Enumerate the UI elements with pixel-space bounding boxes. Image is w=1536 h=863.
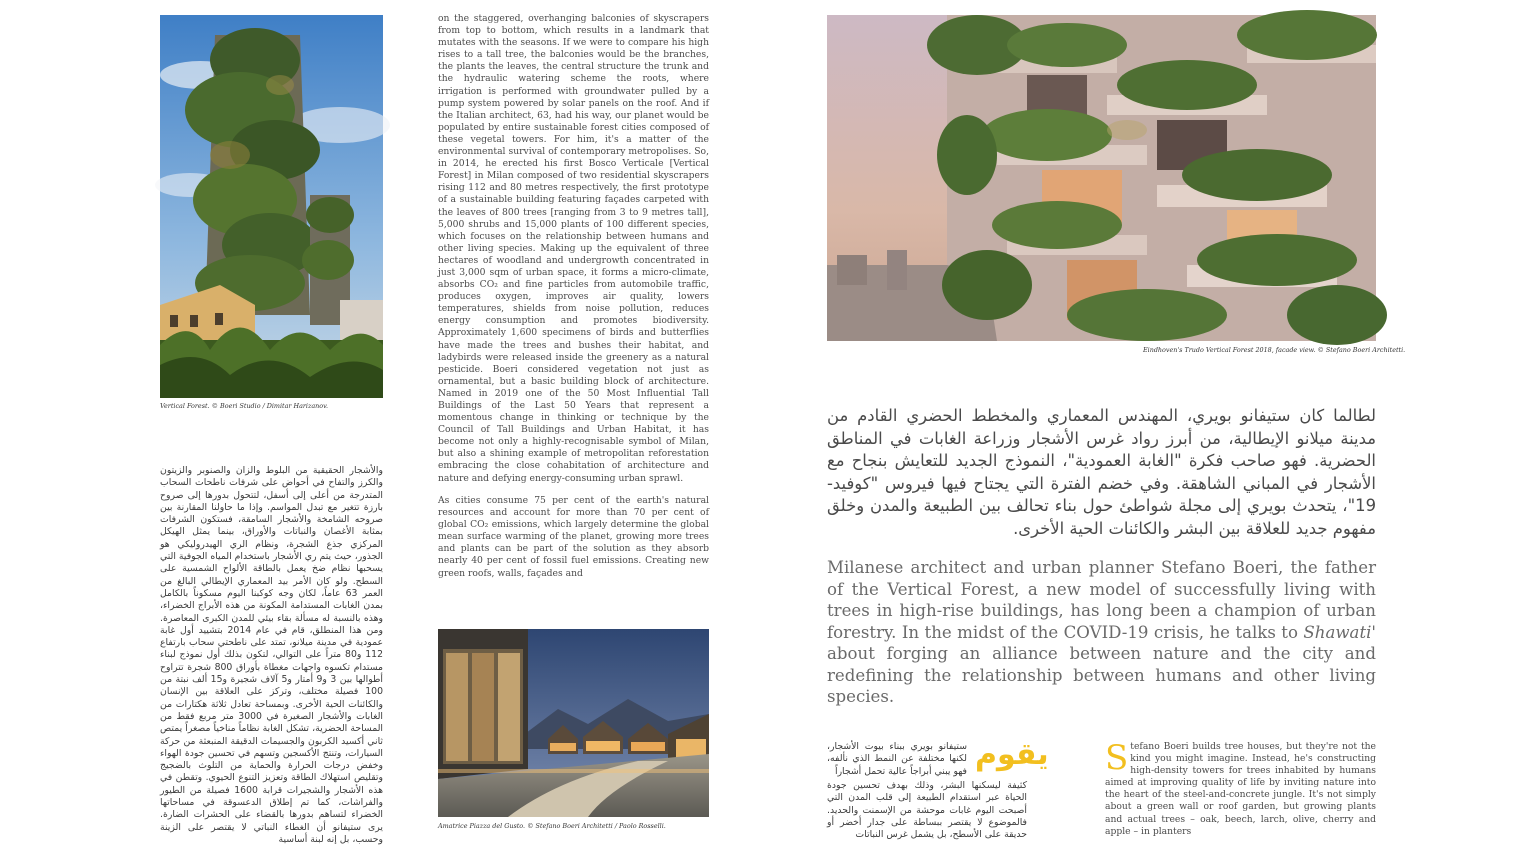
english-intro-text: tefano Boeri builds tree houses, but they're not the kind you might imagine. Instead, he's constructing high-density towers for trees inhabited by humans aimed at improving quality of life by inviting nature into the heart of the steel-and-concrete jungle. It's not simply about a green wall or roof garden, but growing plants and actual trees – oak, beech, larch, olive, cherry and apple – in planters (1105, 741, 1376, 837)
arabic-drop-word: يقوم (975, 737, 1049, 772)
english-intro-paragraph (1105, 738, 1376, 837)
vertical-forest-photo (160, 15, 383, 398)
right-photo-caption: Eindhoven's Trudo Vertical Forest 2018, facade view. © Stefano Boeri Architetti. (1143, 346, 1406, 354)
middle-photo-caption: Amatrice Piazza del Gusto. © Stefano Boeri Architetti / Paolo Rosselli. (438, 822, 666, 830)
english-body-column: on the staggered, overhanging balconies of skyscrapers from top to bottom, which results in a landmark that mutates with the seasons. If we were to compare his high rises to a tall tree, the balconies would be the branches, the plants the leaves, the central structure the trunk and the hydraulic watering scheme the roots, where irrigation is performed with groundwater pulled by a pump system powered by solar panels on the roof. And if the Italian architect, 63, had his way, our planet would be populated by entire sustainable forest cities composed of these vegetal towers. For him, it's a matter of the environmental survival of contemporary metropolises. So, in 2014, he erected his first Bosco Verticale [Vertical Forest] in Milan composed of two residential skyscrapers rising 112 and 80 metres respectively, the first prototype of a sustainable building featuring façades carpeted with the leaves of 800 trees [ranging from 3 to 9 metres tall], 5,000 shrubs and 15,000 plants of 100 different species, which focuses on the relationship between humans and other living species. Making up the equivalent of three hectares of woodland and undergrowth concentrated in just 3,000 sqm of urban space, it forms a micro-climate, absorbs CO₂ and fine particles from automobile traffic, produces oxygen, improves air quality, lowers temperatures, shields from noise pollution, reduces energy consumption and promotes biodiversity. Approximately 1,600 specimens of birds and butterflies have made the trees and bushes their habitat, and ladybirds were released inside the greenery as a natural pesticide. Boeri considered vegetation not just as ornamental, but a basic building block of architecture. Named in 2019 one of the 50 Most Influential Tall Buildings of the Last 50 Years that represent a momentous change in thinking or technique by the Council of Tall Buildings and Urban Habitat, it has become not only a highly-recognisable symbol of Milan, but also a shining example of metropolitan reforestation embracing the close cohabitation of architecture and nature and defying energy-consuming urban sprawl. (438, 13, 709, 484)
left-photo-caption: Vertical Forest. © Boeri Studio / Dimitar Harizanov. (160, 402, 328, 410)
english-drop-cap: S (1105, 738, 1129, 778)
arabic-intro-paragraph: كثيفة ليسكنها البشر، وذلك بهدف تحسين جودة الحياة عبر استقدام الطبيعة إلى قلب المدن التي أصبحت اليوم غابات موحشة من الإسمنت والحديد. فالموضوع لا يقتصر ببساطة على جدار أخضر أو حديقة على الأسطح، بل يشمل غرس النباتات (827, 780, 1027, 841)
arabic-intro-lines-beside-drop: ستيفانو بويري ببناء بيوت الأشجار، لكنها مختلفة عن النمط الذي نألفه، فهو يبني أبراجاً عالية تحمل أشجاراً (827, 741, 967, 777)
english-standfirst-text: Milanese architect and urban planner Stefano Boeri, the father of the Vertical Forest, a new model of successfully living with trees in high-rise buildings, has long been a champion of urban forestry. In the midst of the COVID-19 crisis, he talks to (827, 558, 1376, 642)
english-standfirst (827, 557, 1376, 706)
magazine-name: Shawati' (1303, 622, 1376, 642)
english-body-continuation: As cities consume 75 per cent of the earth's natural resources and account for more than 70 per cent of global CO₂ emissions, which largely determine the global mean surface warming of the planet, growing more trees and plants can be part of the solution as they absorb nearly 40 per cent of fossil fuel emissions. Creating new green roofs, walls, façades and (438, 495, 709, 579)
amatrice-photo (438, 629, 709, 817)
trudo-vertical-forest-photo (827, 15, 1376, 341)
english-standfirst-text-end: about forging an alliance between nature and the city and redefining the relationship between humans and other living species. (827, 644, 1376, 706)
arabic-standfirst: لطالما كان ستيفانو بويري، المهندس المعماري والمخطط الحضري القادم من مدينة ميلانو الإيطالية، من أبرز رواد غرس الأشجار وزراعة الغابات في المناطق الحضرية. فهو صاحب فكرة "الغابة العمودية"، النموذج الجديد للتعايش بنجاح مع الأشجار في المباني الشاهقة. وفي خضم الفترة التي يجتاح فيها فيروس "كوفيد- 19"، يتحدث بويري إلى مجلة شواطئ حول بناء تحالف بين الطبيعة والمدن وخلق مفهوم جديد للعلاقة بين البشر والكائنات الحية الأخرى. (827, 406, 1376, 538)
arabic-body-column: والأشجار الحقيقية من البلوط والزان والصنوبر والزيتون والكرز والتفاح في أحواض على شرفات ناطحات السحاب المتدرجة من أعلى إلى أسفل، لتتحول بدورها إلى صروح بارزة تتغير مع تبدل المواسم. وإذا ما حاولنا المقارنة بين صروحه الشامخة والأشجار السامقة، فستكون الشرفات بمثابة الأغصان والنباتات والأوراق، بينما يمثل الهيكل المركزي جذع الشجرة، ونظام الري الهيدروليكي هو الجذور، حيث يتم ري الأشجار باستخدام المياه الجوفية التي يسحبها نظام ضخ يعمل بالطاقة الألواح الشمسية على السطح. ولو كان الأمر بيد المعماري الإيطالي البالغ من العمر 63 عاماً، لكان وجه كوكبنا اليوم مسكوناً بالكامل بمدن الغابات المستدامة المكونة من هذه الأبراج الخضراء، وهذه بالنسبة له مسألة بقاء بيئي للمدن الكبرى المعاصرة. ومن هذا المنطلق، قام في عام 2014 بتشييد أول غابة عمودية في مدينة ميلانو، تمتد على ناطحتي سحاب بارتفاع 112 و80 متراً على التوالي، لتكون بذلك أول نموذج لبناء مستدام تكسوه واجهات مغطاة بأوراق 800 شجرة تتراوح أطوالها بين 3 و9 أمتار و5 آلاف شجيرة و15 ألف نبتة من 100 فصيلة مختلف، وتركز على العلاقة بين الإنسان والكائنات الحية الأخرى. وبمساحة تعادل ثلاثة هكتارات من الغابات والأشجار الصغيرة في 3000 متر مربع فقط من المساحة الحضرية، تشكل الغابة نظاماً مناخياً مصغراً يمتص ثاني أكسيد الكربون والجسيمات الدقيقة المنبعثة من حركة السيارات، وتنتج الأكسجين وتسهم في تحسين جودة الهواء وخفض درجات الحرارة والحماية من التلوث بالضجيج وتقليص استهلاك الطاقة وتعزيز التنوع الحيوي. وتقطن في هذه الأشجار والشجيرات قرابة 1600 فصيلة من الطيور والفراشات، كما تم إطلاق الدعسوقة في مساحاتها الخضراء لتساهم بدورها بالقضاء على الحشرات الضارة. يرى ستيفانو أن الغطاء النباتي لا يقتصر على الزينة وحسب، بل إنه لبنة أساسية (160, 465, 384, 845)
